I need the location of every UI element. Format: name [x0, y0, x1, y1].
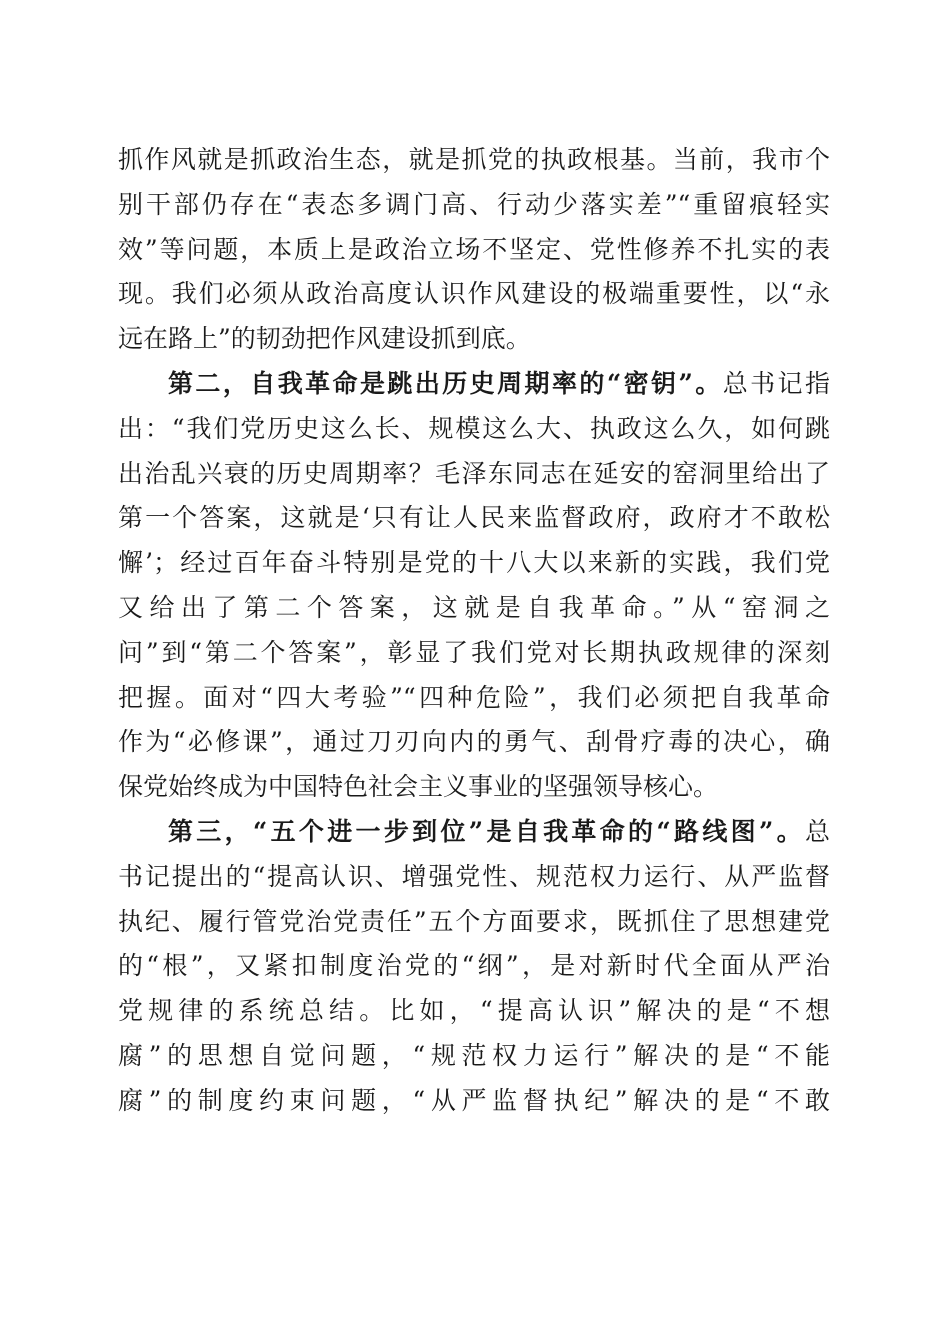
paragraph-2-heading: 第二，自我革命是跳出历史周期率的“密钥”。 — [168, 369, 723, 398]
paragraph-1-line-4: 现。我们必须从政治高度认识作风建设的极端重要性，以“永 — [118, 279, 830, 309]
paragraph-3-line-3: 执纪、履行管党治党责任”五个方面要求，既抓住了思想建党 — [118, 906, 830, 936]
paragraph-3-heading: 第三，“五个进一步到位”是自我革命的“路线图”。 — [168, 817, 805, 846]
paragraph-3 — [118, 810, 830, 1124]
paragraph-2-line-3: 出治乱兴衰的历史周期率？毛泽东同志在延安的窑洞里给出了 — [118, 458, 830, 488]
paragraph-2-first-line — [118, 362, 830, 407]
paragraph-3-line-1: 总 — [804, 817, 830, 846]
paragraph-2-line-7: 问”到“第二个答案”，彰显了我们党对长期执政规律的深刻 — [118, 637, 830, 667]
paragraph-1-line-5: 远在路上”的韧劲把作风建设抓到底。 — [118, 324, 531, 354]
paragraph-2-line-5: 懈’；经过百年奋斗特别是党的十八大以来新的实践，我们党 — [118, 548, 830, 578]
paragraph-2-line-9: 作为“必修课”，通过刀刃向内的勇气、刮骨疗毒的决心，确 — [118, 727, 830, 757]
paragraph-1-line-1: 抓作风就是抓政治生态，就是抓党的执政根基。当前，我市个 — [118, 145, 830, 174]
paragraph-2-line-10: 保党始终成为中国特色社会主义事业的坚强领导核心。 — [118, 772, 719, 802]
paragraph-3-line-5: 党规律的系统总结。比如，“提高认识”解决的是“不想 — [118, 996, 830, 1026]
paragraph-2-line-6: 又给出了第二个答案，这就是自我革命。”从“窑洞之 — [118, 592, 830, 622]
paragraph-2-line-4: 第一个答案，这就是‘只有让人民来监督政府，政府才不敢松 — [118, 503, 830, 533]
paragraph-3-line-6: 腐”的思想自觉问题，“规范权力运行”解决的是“不能 — [118, 1040, 830, 1070]
paragraph-1-line-3: 效”等问题，本质上是政治立场不坚定、党性修养不扎实的表 — [118, 234, 830, 264]
paragraph-2 — [118, 362, 830, 810]
paragraph-3-first-line — [118, 810, 830, 855]
paragraph-3-line-2: 书记提出的“提高认识、增强党性、规范权力运行、从严监督 — [118, 861, 830, 891]
paragraph-1 — [118, 138, 830, 362]
paragraph-2-line-1: 总书记指 — [722, 369, 830, 398]
paragraph-1-line-2: 别干部仍存在“表态多调门高、行动少落实差”“重留痕轻实 — [118, 189, 830, 219]
paragraph-2-line-2: 出：“我们党历史这么长、规模这么大、执政这么久，如何跳 — [118, 413, 830, 443]
paragraph-3-line-7: 腐”的制度约束问题，“从严监督执纪”解决的是“不敢 — [118, 1085, 830, 1115]
paragraph-3-line-4: 的“根”，又紧扣制度治党的“纲”，是对新时代全面从严治 — [118, 951, 830, 981]
paragraph-2-line-8: 把握。面对“四大考验”“四种危险”，我们必须把自我革命 — [118, 682, 830, 712]
